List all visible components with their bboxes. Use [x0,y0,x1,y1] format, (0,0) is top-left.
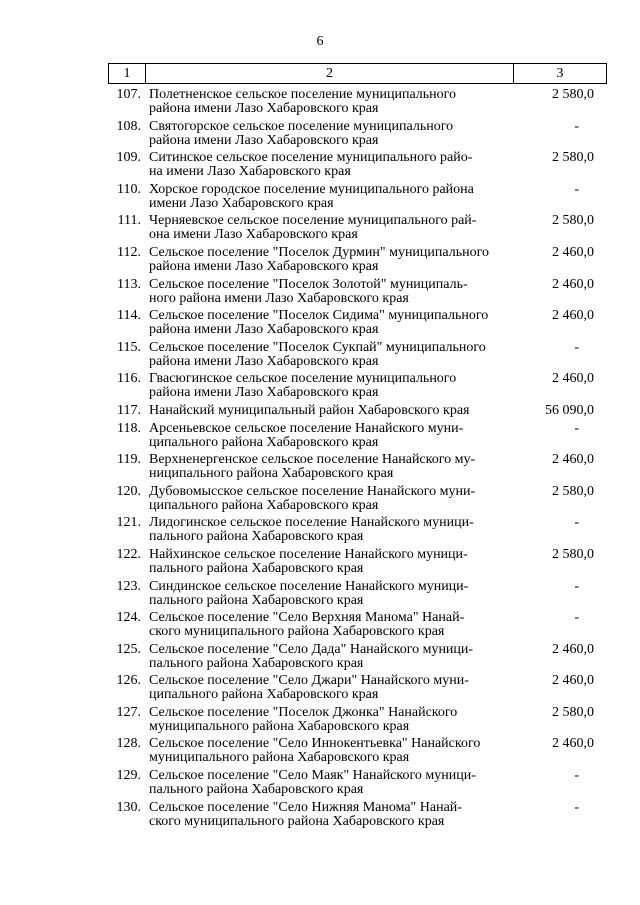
row-name [149,453,514,481]
row-name [149,120,514,148]
row-name-line: Лидогинское сельское поселение Нанайского муници- [149,515,474,531]
row-number: 118. [117,420,141,436]
row-number: 116. [117,371,141,387]
row-name-line: Сельское поселение "Село Маяк" Нанайского муници- [149,768,476,784]
row-name-line: Сельское поселение "Поселок Дурмин" муниципального [149,244,489,260]
row-name-line: муниципального района Хабаровского края [149,718,410,734]
table-row [108,674,606,702]
table-row [108,309,606,337]
row-name-line: Ситинское сельское поселение муниципального райо- [149,150,473,166]
row-name-line: ского муниципального района Хабаровского края [149,624,445,640]
row-value: - [574,339,579,355]
row-name-line: Синдинское сельское поселение Нанайского муници- [149,578,469,594]
row-number: 110. [117,181,141,197]
row-name-line: Черняевское сельское поселение муниципального рай- [149,213,477,229]
row-name [149,801,514,829]
row-name-line: Найхинское сельское поселение Нанайского муници- [149,546,468,562]
row-name [149,309,514,337]
row-value: 2 580,0 [552,483,594,499]
row-name-line: района имени Лазо Хабаровского края [149,258,379,274]
table-row [108,643,606,671]
table-row [108,372,606,400]
row-name [149,516,514,544]
row-value: 2 460,0 [552,371,594,387]
table-row [108,801,606,829]
table-row [108,737,606,765]
row-name-line: имени Лазо Хабаровского края [149,195,334,211]
row-name [149,548,514,576]
header-col-3: 3 [514,64,607,84]
row-name [149,88,514,116]
table-row [108,88,606,116]
row-number: 113. [117,276,141,292]
row-name-line: ципального района Хабаровского края [149,687,379,703]
row-value: 2 580,0 [552,87,594,102]
row-number: 126. [116,673,141,689]
row-value: - [574,768,579,784]
row-number: 123. [116,578,141,594]
row-number: 120. [116,483,141,499]
row-name-line: района имени Лазо Хабаровского края [149,101,379,116]
row-value: 2 460,0 [552,452,594,468]
row-number: 130. [116,799,141,815]
row-name [149,580,514,608]
row-name-line: Святогорское сельское поселение муниципального [149,118,454,134]
row-name-line: Сельское поселение "Село Дада" Нанайского муници- [149,641,474,657]
table-row [108,278,606,306]
row-number: 111. [117,213,141,229]
row-name-line: Сельское поселение "Село Джари" Нанайского муни- [149,673,469,689]
row-value: - [574,181,579,197]
row-name-line: муниципального района Хабаровского края [149,750,410,766]
row-value: 56 090,0 [545,402,594,418]
table-row [108,151,606,179]
header-col-1: 1 [109,64,146,84]
table-row [108,120,606,148]
row-name-line: Полетненское сельское поселение муниципального [149,87,457,102]
table-row [108,769,606,797]
row-name [149,769,514,797]
row-name-line: Сельское поселение "Поселок Сукпай" муниципального [149,339,486,355]
row-value: - [574,578,579,594]
table-row [108,580,606,608]
row-name-line: ского муниципального района Хабаровского края [149,813,445,829]
row-name [149,674,514,702]
row-name-line: пального района Хабаровского края [149,592,364,608]
table-row [108,516,606,544]
row-name-line: она имени Лазо Хабаровского края [149,227,358,243]
row-number: 125. [116,641,141,657]
row-name [149,611,514,639]
row-name-line: Сельское поселение "Село Иннокентьевка" Нанайского [149,736,481,752]
row-name-line: Сельское поселение "Поселок Джонка" Нанайского [149,704,458,720]
table-row [108,611,606,639]
row-number: 121. [116,515,141,531]
row-number: 117. [117,402,141,418]
row-number: 112. [117,244,141,260]
row-name-line: Хорское городское поселение муниципального района [149,181,474,197]
row-value: 2 580,0 [552,213,594,229]
row-name [149,404,514,418]
row-name-line: Сельское поселение "Поселок Сидима" муниципального [149,308,489,324]
row-name-line: района имени Лазо Хабаровского края [149,353,379,369]
row-value: 2 460,0 [552,244,594,260]
row-value: - [574,610,579,626]
row-name-line: Сельское поселение "Село Верхняя Манома" Нанай- [149,610,465,626]
row-name [149,341,514,369]
table-row [108,706,606,734]
row-name [149,246,514,274]
row-name-line: Нанайский муниципальный район Хабаровского края [149,402,470,418]
row-name-line: Верхненергенское сельское поселение Нанайского му- [149,452,476,468]
row-name [149,422,514,450]
row-name [149,737,514,765]
row-number: 109. [116,150,141,166]
row-number: 127. [116,704,141,720]
row-name-line: пального района Хабаровского края [149,782,364,798]
row-value: - [574,420,579,436]
row-number: 122. [116,546,141,562]
row-value: - [574,118,579,134]
row-name [149,278,514,306]
row-name [149,643,514,671]
row-name-line: района имени Лазо Хабаровского края [149,132,379,148]
row-number: 124. [116,610,141,626]
row-value: 2 580,0 [552,704,594,720]
row-name-line: ципального района Хабаровского края [149,497,379,513]
row-name-line: Гвасюгинское сельское поселение муниципального [149,371,457,387]
table-row [108,404,606,418]
row-name-line: Сельское поселение "Поселок Золотой" муниципаль- [149,276,468,292]
row-value: 2 460,0 [552,308,594,324]
row-value: - [574,515,579,531]
table-body [108,88,606,832]
table-row [108,246,606,274]
row-name-line: ципального района Хабаровского края [149,434,379,450]
row-number: 107. [116,87,141,102]
row-value: 2 460,0 [552,736,594,752]
table-row [108,214,606,242]
row-name [149,183,514,211]
row-value: - [574,799,579,815]
row-value: 2 580,0 [552,546,594,562]
row-name [149,485,514,513]
row-name-line: района имени Лазо Хабаровского края [149,385,379,401]
row-name [149,706,514,734]
table-row [108,453,606,481]
table-header [108,63,607,84]
row-name-line: района имени Лазо Хабаровского края [149,322,379,338]
row-number: 108. [116,118,141,134]
row-value: 2 580,0 [552,150,594,166]
table-row [108,485,606,513]
row-name-line: Дубовомысское сельское поселение Нанайского муни- [149,483,476,499]
row-value: 2 460,0 [552,641,594,657]
row-name-line: Арсеньевское сельское поселение Нанайского муни- [149,420,464,436]
row-name-line: пального района Хабаровского края [149,655,364,671]
header-col-2: 2 [146,64,514,84]
row-number: 119. [117,452,141,468]
row-value: 2 460,0 [552,673,594,689]
row-name [149,214,514,242]
table-row [108,341,606,369]
row-number: 129. [116,768,141,784]
row-number: 114. [117,308,141,324]
table-row [108,422,606,450]
row-name [149,151,514,179]
row-name-line: пального района Хабаровского края [149,529,364,545]
table-header-row [109,64,607,84]
row-number: 115. [117,339,141,355]
row-name-line: ного района имени Лазо Хабаровского края [149,290,409,306]
row-name-line: пального района Хабаровского края [149,560,364,576]
row-name-line: Сельское поселение "Село Нижняя Манома" Нанай- [149,799,462,815]
row-name-line: на имени Лазо Хабаровского края [149,164,351,180]
row-value: 2 460,0 [552,276,594,292]
table-row [108,183,606,211]
row-number: 128. [116,736,141,752]
row-name-line: ниципального района Хабаровского края [149,466,394,482]
row-name [149,372,514,400]
page-number: 6 [316,34,324,49]
table-row [108,548,606,576]
